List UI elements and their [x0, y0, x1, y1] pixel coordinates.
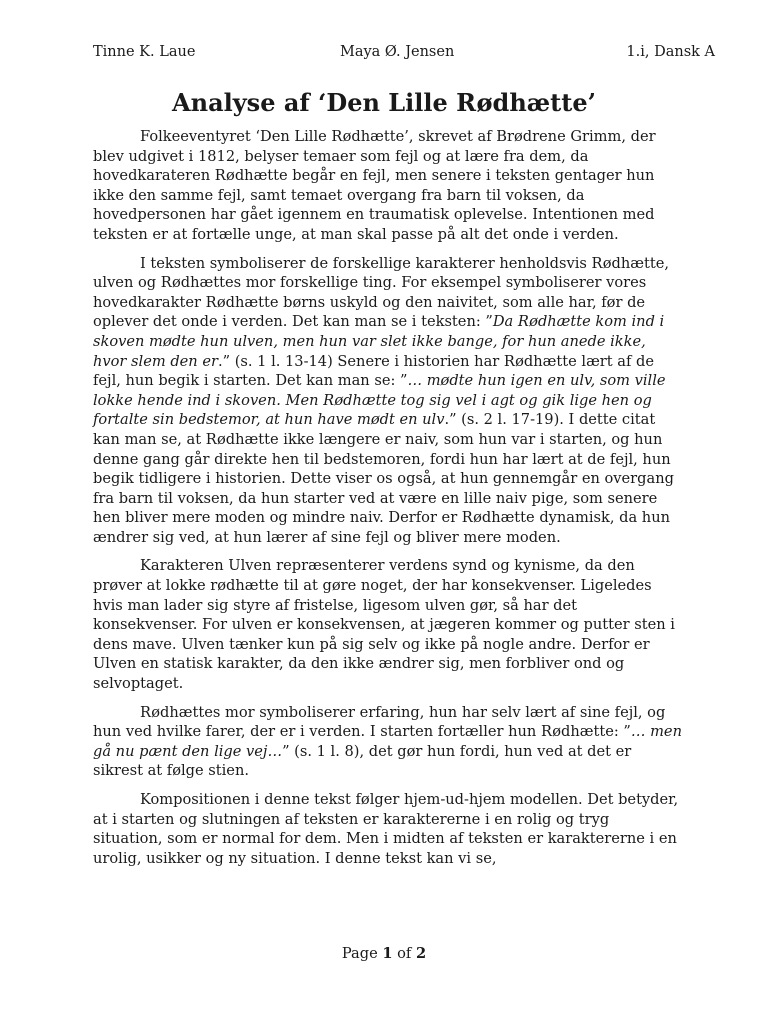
- page-footer: [0, 944, 768, 964]
- quote-lige-vej: … men gå nu pænt den lige vej…: [93, 723, 682, 760]
- header-author-left: Tinne K. Laue: [93, 44, 196, 60]
- paragraph-4-text-a: Rødhættes mor symboliserer erfaring, hun har selv lært af sine fejl, og hun ved hvilke farer, der er i verden. I starten fortæller hun Rødhætte: ”: [93, 703, 666, 741]
- paragraph-3: Karakteren Ulven repræsenterer verdens synd og kynisme, da den prøver at lokke rødhætte til at gøre noget, der har konsekvenser. Ligeledes hvis man lader sig styre af fristelse, ligesom ulven gør, så har det konsekvenser. For ulven er konsekvensen, at jægeren kommer og putter sten i dens mave. Ulven tænker kun på sig selv og ikke på nogle andre. Derfor er Ulven en statisk karakter, da den ikke ændrer sig, men forbliver ond og selvoptaget.: [93, 557, 675, 693]
- paragraph-4: [93, 703, 683, 781]
- document-title: Analyse af ‘Den Lille Rødhætte’: [172, 88, 596, 117]
- document-body: [93, 127, 683, 877]
- header-class-label: 1.i, Dansk A: [626, 44, 715, 60]
- paragraph-4-text-b: ” (s. 1 l. 8), det gør hun fordi, hun ved at det er sikrest at følge stien.: [93, 742, 632, 780]
- paragraph-5: Kompositionen i denne tekst følger hjem-ud-hjem modellen. Det betyder, at i starten og slutningen af teksten er karaktererne i en rolig og tryg situation, som er normal for dem. Men i midten af teksten er karaktererne i en urolig, usikker og ny situation. I denne tekst kan vi se,: [93, 791, 679, 867]
- footer-page-word: Page: [341, 945, 378, 962]
- paragraph-1: Folkeeventyret ‘Den Lille Rødhætte’, skrevet af Brødrene Grimm, der blev udgivet i 1812, belyser temaer som fejl og at lære fra dem, da hovedkarateren Rødhætte begår en fejl, men senere i teksten gentager hun ikke den samme fejl, samt temaet overgang fra barn til voksen, da hovedpersonen har gået igennem en traumatisk oplevelse. Intentionen med teksten er at fortælle unge, at man skal passe på alt det onde i verden.: [93, 128, 656, 243]
- quote-skoven: Da Rødhætte kom ind i skoven mødte hun ulven, men hun var slet ikke bange, for hun anede ikke, hvor slem den er: [93, 313, 665, 370]
- footer-current-page: 1: [382, 945, 393, 962]
- footer-total-pages: 2: [415, 945, 427, 962]
- paragraph-2-text-b: .” (s. 1 l. 13-14) Senere i historien har Rødhætte lært af de fejl, hun begik i starten. Det kan man se: ”: [93, 352, 654, 390]
- quote-bedstemor: … mødte hun igen en ulv, som ville lokke hende ind i skoven. Men Rødhætte tog sig vel i agt og gik lige hen og fortalte sin bedstemor, at hun have mødt en ulv: [93, 372, 666, 429]
- header-author-center: Maya Ø. Jensen: [340, 44, 455, 60]
- paragraph-2: [93, 254, 683, 548]
- paragraph-2-text-a: I teksten symboliserer de forskellige karakterer henholdsvis Rødhætte, ulven og Rødhættes mor forskellige ting. For eksempel symboliserer vores hovedkarakter Rødhætte børns uskyld og den naivitet, som alle har, før de oplever det onde i verden. Det kan man se i teksten: ”: [93, 254, 669, 331]
- footer-of-word: of: [397, 945, 412, 962]
- paragraph-2-text-c: .” (s. 2 l. 17-19). I dette citat kan man se, at Rødhætte ikke længere er naiv, som hun var i starten, og hun denne gang går direkte hen til bedstemoren, fordi hun har lært at de fejl, hun begik tidligere i historien. Dette viser os også, at hun gennemgår en overgang fra barn til voksen, da hun starter ved at være en lille naiv pige, som senere hen bliver mere moden og mindre naiv. Derfor er Rødhætte dynamisk, da hun ændrer sig ved, at hun lærer af sine fejl og bliver mere moden.: [93, 411, 674, 546]
- page-header: [93, 42, 715, 62]
